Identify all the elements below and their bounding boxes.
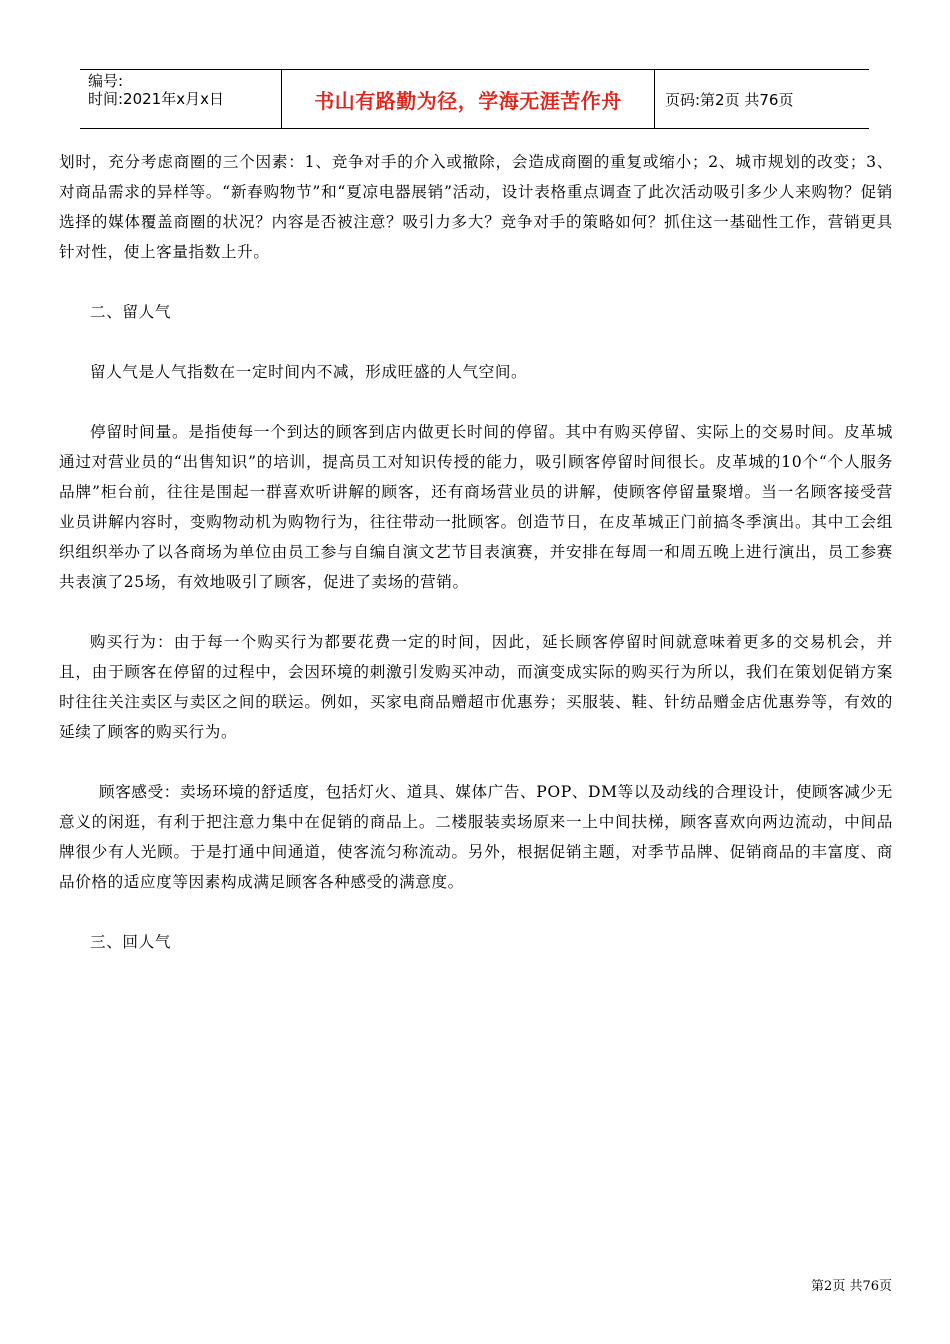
header-table xyxy=(80,69,869,129)
body-paragraph-5: 顾客感受：卖场环境的舒适度，包括灯火、道具、媒体广告、POP、DM等以及动线的合理设计，使顾客减少无意义的闲逛，有利于把注意力集中在促销的商品上。二楼服装卖场原来一上中间扶梯，顾客喜欢向两边流动，中间品牌很少有人光顾。于是打通中间通道，使客流匀称流动。另外，根据促销主题，对季节品牌、促销商品的丰富度、商品价格的适应度等因素构成满足顾客各种感受的满意度。 xyxy=(59,783,893,891)
section-heading-2: 二、留人气 xyxy=(90,303,171,321)
header-page-number: 页码:第2页 共76页 xyxy=(665,90,794,109)
document-number-label: 编号: xyxy=(88,72,124,90)
document-body xyxy=(59,147,893,957)
footer-page-number: 第2页 共76页 xyxy=(811,1279,892,1294)
body-paragraph-3: 停留时间量。是指使每一个到达的顾客到店内做更长时间的停留。其中有购买停留、实际上的交易时间。皮革城通过对营业员的“出售知识”的培训，提高员工对知识传授的能力，吸引顾客停留时间很长。皮革城的10个“个人服务品牌”柜台前，往往是围起一群喜欢听讲解的顾客，还有商场营业员的讲解，使顾客停留量聚增。当一名顾客接受营业员讲解内容时，变购物动机为购物行为，往往带动一批顾客。创造节日，在皮革城正门前搞冬季演出。其中工会组织组织举办了以各商场为单位由员工参与自编自演文艺节目表演赛，并安排在每周一和周五晚上进行演出，员工参赛共表演了25场，有效地吸引了顾客，促进了卖场的营销。 xyxy=(59,423,893,591)
section-heading-3: 三、回人气 xyxy=(90,933,171,951)
body-paragraph-1: 划时，充分考虑商圈的三个因素：1、竞争对手的介入或撤除，会造成商圈的重复或缩小；2、城市规划的改变；3、对商品需求的异样等。“新春购物节”和“夏凉电器展销”活动，设计表格重点调查了此次活动吸引多少人来购物？促销选择的媒体覆盖商圈的状况？内容是否被注意？吸引力多大？竞争对手的策略如何？抓住这一基础性工作，营销更具针对性，使上客量指数上升。 xyxy=(59,153,893,261)
header-meta-cell xyxy=(80,70,282,128)
header-motto: 书山有路勤为径，学海无涯苦作舟 xyxy=(282,70,655,128)
document-time-label: 时间:2021年x月x日 xyxy=(88,90,224,108)
body-paragraph-2: 留人气是人气指数在一定时间内不减，形成旺盛的人气空间。 xyxy=(90,363,528,381)
body-paragraph-4: 购买行为：由于每一个购买行为都要花费一定的时间，因此，延长顾客停留时间就意味着更多的交易机会，并且，由于顾客在停留的过程中，会因环境的刺激引发购买冲动，而演变成实际的购买行为所以，我们在策划促销方案时往往关注卖区与卖区之间的联运。例如，买家电商品赠超市优惠券；买服装、鞋、针纺品赠金店优惠券等，有效的延续了顾客的购买行为。 xyxy=(59,633,893,741)
